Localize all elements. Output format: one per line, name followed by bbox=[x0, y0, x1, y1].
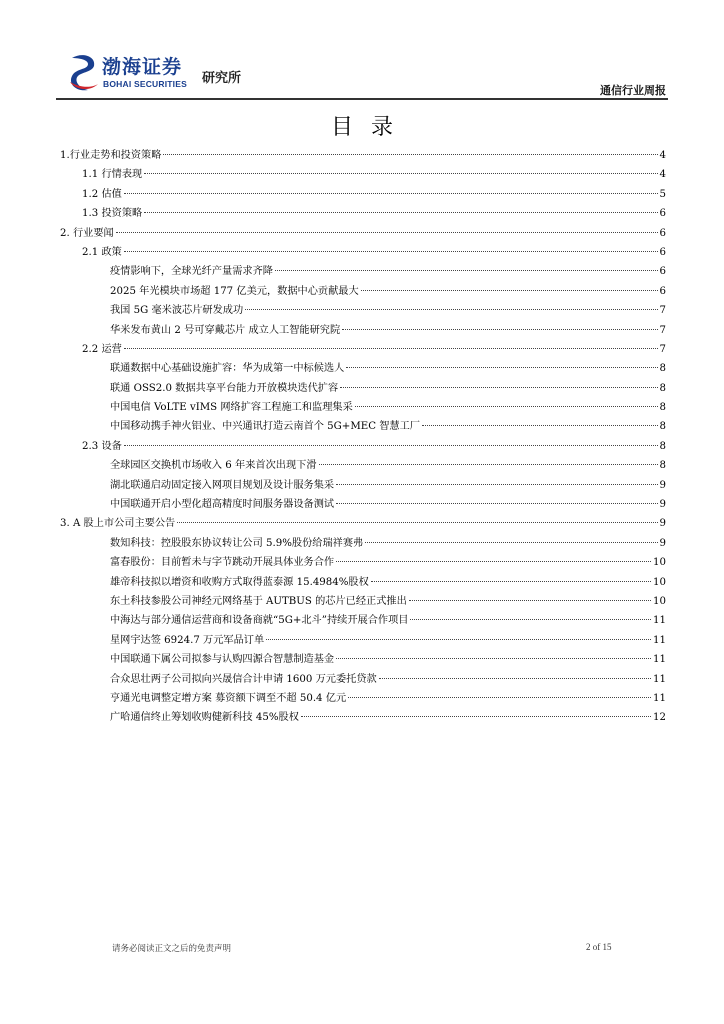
toc-entry[interactable] bbox=[60, 650, 666, 669]
toc-entry-title: 疫情影响下，全球光纤产量需求齐降 bbox=[110, 266, 273, 278]
toc-entry-title: 3. A 股上市公司主要公告 bbox=[60, 518, 176, 530]
toc-entry-page: 8 bbox=[659, 460, 666, 472]
toc-leader-dots bbox=[163, 154, 657, 155]
toc-entry-page: 11 bbox=[653, 654, 666, 666]
toc-entry-page: 12 bbox=[653, 712, 666, 724]
bohai-emblem-icon bbox=[68, 52, 100, 92]
toc-entry-title: 合众思壮两子公司拟向兴晟信合计申请 1600 万元委托贷款 bbox=[110, 673, 377, 685]
toc-entry-title: 2025 年光模块市场超 177 亿美元，数据中心贡献最大 bbox=[110, 285, 359, 297]
toc-entry-page: 6 bbox=[659, 285, 666, 297]
toc-leader-dots bbox=[410, 619, 651, 620]
toc-entry-page: 9 bbox=[659, 499, 666, 511]
toc-entry[interactable] bbox=[60, 611, 666, 630]
toc-leader-dots bbox=[124, 348, 658, 349]
toc-entry-page: 8 bbox=[659, 382, 666, 394]
toc-entry[interactable] bbox=[60, 708, 666, 727]
header-divider bbox=[56, 98, 668, 100]
toc-entry-page: 6 bbox=[659, 266, 666, 278]
toc-entry[interactable] bbox=[60, 359, 666, 378]
footer-disclaimer: 请务必阅读正文之后的免责声明 bbox=[112, 944, 232, 954]
toc-leader-dots bbox=[371, 581, 651, 582]
toc-entry[interactable] bbox=[60, 670, 666, 689]
toc-entry[interactable] bbox=[60, 417, 666, 436]
toc-entry-page: 6 bbox=[659, 227, 666, 239]
toc-entry-page: 9 bbox=[659, 537, 666, 549]
toc-entry[interactable] bbox=[60, 456, 666, 475]
toc-entry[interactable] bbox=[60, 495, 666, 514]
logo-english-name: BOHAI SECURITIES bbox=[103, 79, 187, 89]
toc-leader-dots bbox=[379, 678, 651, 679]
toc-leader-dots bbox=[177, 522, 657, 523]
toc-entry-title: 数知科技：控股股东协议转让公司 5.9%股份给瑞祥赛弗 bbox=[110, 537, 364, 549]
toc-entry-page: 11 bbox=[653, 634, 666, 646]
toc-entry-page: 5 bbox=[659, 188, 666, 200]
toc-leader-dots bbox=[409, 600, 651, 601]
toc-leader-dots bbox=[422, 425, 658, 426]
toc-title: 目录 bbox=[330, 115, 411, 140]
toc-entry-title: 星网宇达签 6924.7 万元军品订单 bbox=[110, 634, 265, 646]
toc-leader-dots bbox=[336, 561, 651, 562]
toc-entry-title: 中国联通开启小型化超高精度时间服务器设备测试 bbox=[110, 499, 335, 511]
toc-entry-page: 11 bbox=[653, 692, 666, 704]
toc-entry[interactable] bbox=[60, 398, 666, 417]
toc-entry-page: 10 bbox=[653, 595, 666, 607]
toc-entry-title: 亨通光电调整定增方案 募资额下调至不超 50.4 亿元 bbox=[110, 692, 347, 704]
table-of-contents bbox=[60, 146, 666, 728]
toc-entry-title: 联通 OSS2.0 数据共享平台能力开放模块迭代扩容 bbox=[110, 382, 339, 394]
toc-leader-dots bbox=[319, 464, 658, 465]
toc-entry-title: 我国 5G 毫米波芯片研发成功 bbox=[110, 305, 244, 317]
toc-entry-title: 中海达与部分通信运营商和设备商就“5G+北斗”持续开展合作项目 bbox=[110, 615, 409, 627]
toc-leader-dots bbox=[348, 697, 651, 698]
toc-leader-dots bbox=[124, 193, 658, 194]
toc-entry-title: 2.3 设备 bbox=[82, 440, 122, 452]
toc-entry-title: 1.行业走势和投资策略 bbox=[60, 150, 162, 161]
toc-entry-title: 中国电信 VoLTE vIMS 网络扩容工程施工和监理集采 bbox=[110, 402, 353, 414]
toc-entry-page: 4 bbox=[659, 169, 666, 181]
toc-entry-title: 2.1 政策 bbox=[82, 246, 122, 258]
toc-entry[interactable] bbox=[60, 592, 666, 611]
toc-entry-page: 8 bbox=[659, 363, 666, 375]
bohai-logo bbox=[68, 52, 258, 96]
toc-entry[interactable] bbox=[60, 204, 666, 223]
toc-entry-page: 8 bbox=[659, 421, 666, 433]
toc-entry-title: 1.1 行情表现 bbox=[82, 169, 143, 181]
toc-leader-dots bbox=[124, 445, 658, 446]
toc-entry-title: 中国移动携手神火铝业、中兴通讯打造云南首个 5G+MEC 智慧工厂 bbox=[110, 421, 420, 433]
toc-entry[interactable] bbox=[60, 689, 666, 708]
toc-leader-dots bbox=[124, 251, 658, 252]
footer-page-number: 2 of 15 bbox=[586, 942, 612, 952]
toc-entry-page: 8 bbox=[659, 402, 666, 414]
toc-entry-title: 华米发布黄山 2 号可穿戴芯片 成立人工智能研究院 bbox=[110, 324, 341, 336]
toc-entry[interactable] bbox=[60, 262, 666, 281]
toc-entry-page: 4 bbox=[659, 150, 666, 161]
toc-entry-title: 1.3 投资策略 bbox=[82, 208, 143, 220]
toc-entry[interactable] bbox=[60, 534, 666, 553]
toc-entry-page: 10 bbox=[653, 557, 666, 569]
toc-entry-page: 6 bbox=[659, 246, 666, 258]
toc-entry-title: 2.2 运营 bbox=[82, 343, 122, 355]
toc-entry[interactable] bbox=[60, 476, 666, 495]
toc-leader-dots bbox=[301, 716, 651, 717]
toc-entry[interactable] bbox=[60, 631, 666, 650]
toc-entry[interactable] bbox=[60, 146, 666, 165]
toc-entry-page: 6 bbox=[659, 208, 666, 220]
toc-leader-dots bbox=[266, 639, 651, 640]
toc-leader-dots bbox=[336, 484, 657, 485]
toc-entry[interactable] bbox=[60, 437, 666, 456]
toc-entry-page: 7 bbox=[659, 305, 666, 317]
toc-entry[interactable] bbox=[60, 514, 666, 533]
toc-entry[interactable] bbox=[60, 321, 666, 340]
toc-entry-title: 全球园区交换机市场收入 6 年来首次出现下滑 bbox=[110, 460, 317, 472]
toc-entry[interactable] bbox=[60, 553, 666, 572]
toc-entry-page: 11 bbox=[653, 673, 666, 685]
toc-leader-dots bbox=[336, 503, 657, 504]
toc-entry[interactable] bbox=[60, 301, 666, 320]
toc-leader-dots bbox=[340, 387, 657, 388]
toc-entry-page: 11 bbox=[653, 615, 666, 627]
toc-entry-page: 9 bbox=[659, 479, 666, 491]
toc-leader-dots bbox=[355, 406, 658, 407]
logo-chinese-name: 渤海证券 bbox=[102, 56, 183, 78]
toc-entry[interactable] bbox=[60, 282, 666, 301]
toc-entry[interactable] bbox=[60, 224, 666, 243]
toc-entry-title: 雄帝科技拟以增资和收购方式取得蓝泰源 15.4984%股权 bbox=[110, 576, 369, 588]
toc-entry[interactable] bbox=[60, 340, 666, 359]
toc-entry-page: 8 bbox=[659, 440, 666, 452]
institute-label: 研究所 bbox=[202, 71, 242, 86]
toc-entry[interactable] bbox=[60, 243, 666, 262]
toc-leader-dots bbox=[245, 309, 657, 310]
report-type: 通信行业周报 bbox=[600, 84, 666, 97]
toc-entry-page: 7 bbox=[659, 324, 666, 336]
toc-entry-title: 联通数据中心基础设施扩容：华为成第一中标候选人 bbox=[110, 363, 345, 375]
toc-entry-title: 东土科技参股公司神经元网络基于 AUTBUS 的芯片已经正式推出 bbox=[110, 595, 407, 607]
toc-entry-page: 10 bbox=[653, 576, 666, 588]
toc-entry-title: 2. 行业要闻 bbox=[60, 227, 114, 239]
toc-entry-title: 中国联通下属公司拟参与认购四源合智慧制造基金 bbox=[110, 654, 335, 666]
toc-leader-dots bbox=[342, 329, 657, 330]
toc-entry-title: 富春股份：目前暂未与字节跳动开展具体业务合作 bbox=[110, 557, 335, 569]
toc-entry-title: 1.2 估值 bbox=[82, 188, 122, 200]
toc-leader-dots bbox=[336, 658, 651, 659]
toc-leader-dots bbox=[361, 290, 658, 291]
toc-entry-page: 7 bbox=[659, 343, 666, 355]
toc-leader-dots bbox=[346, 367, 657, 368]
toc-entry-title: 广哈通信终止筹划收购健新科技 45%股权 bbox=[110, 712, 299, 724]
toc-entry[interactable] bbox=[60, 573, 666, 592]
toc-entry[interactable] bbox=[60, 165, 666, 184]
toc-entry-title: 湖北联通启动固定接入网项目规划及设计服务集采 bbox=[110, 479, 335, 491]
toc-leader-dots bbox=[144, 212, 657, 213]
toc-leader-dots bbox=[275, 270, 658, 271]
toc-leader-dots bbox=[144, 173, 657, 174]
toc-entry[interactable] bbox=[60, 185, 666, 204]
toc-leader-dots bbox=[365, 542, 657, 543]
toc-entry-page: 9 bbox=[659, 518, 666, 530]
toc-entry[interactable] bbox=[60, 379, 666, 398]
toc-leader-dots bbox=[116, 232, 658, 233]
page-header bbox=[0, 0, 724, 100]
